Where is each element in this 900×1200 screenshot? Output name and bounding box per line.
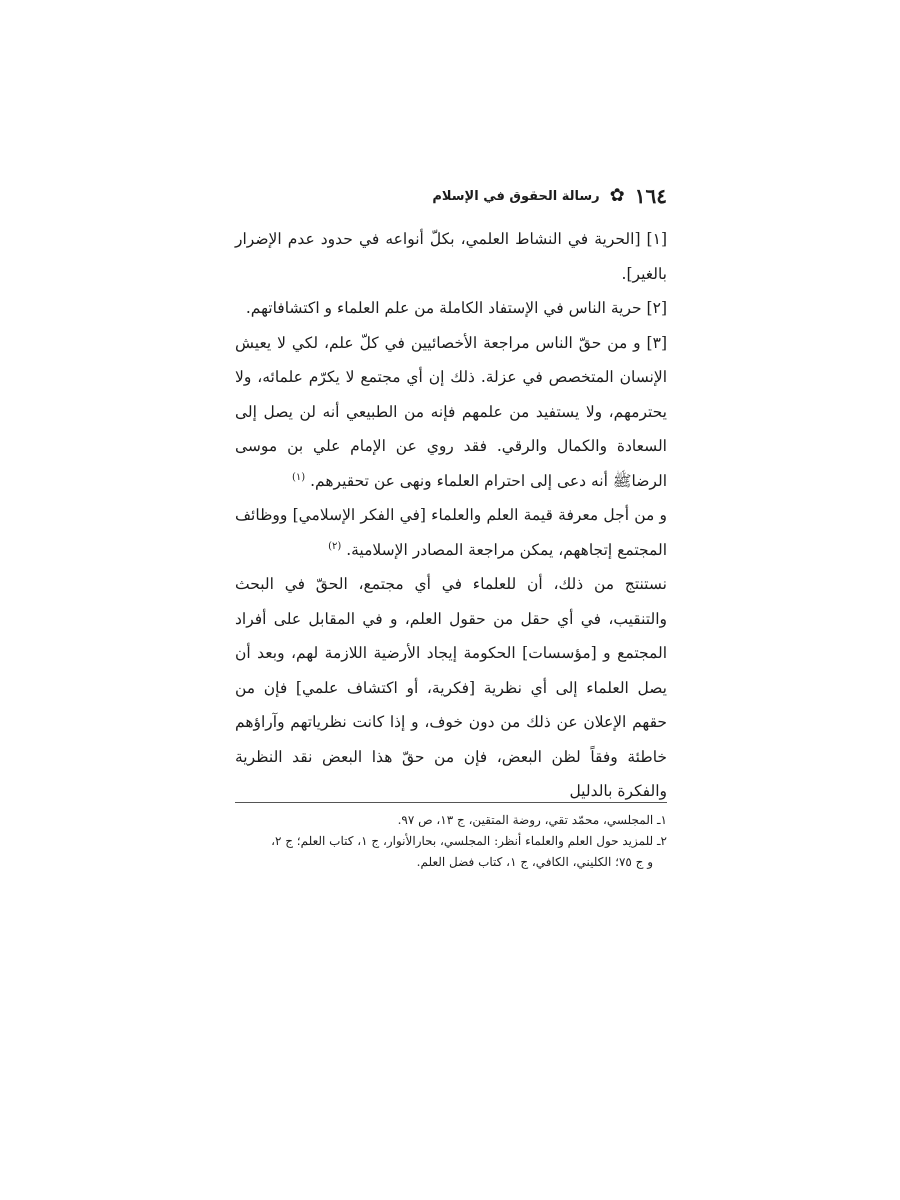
footnote-ref: (٢) <box>328 540 342 552</box>
page-header <box>235 180 667 212</box>
footnote-divider <box>235 802 667 803</box>
paragraph: و من أجل معرفة قيمة العلم والعلماء [في الفكر الإسلامي] ووظائف المجتمع إتجاههم، يمكن مراجعة المصادر الإسلامية. $^{(٢)}$ <box>235 506 667 559</box>
body-text <box>235 222 667 809</box>
footnotes <box>235 810 667 873</box>
footnote-continuation: و ج ٧٥؛ الكليني، الكافي، ج ١، كتاب فضل العلم. <box>416 855 653 869</box>
running-title: رسالة الحقوق في الإسلام <box>432 188 600 204</box>
paragraph: نستنتج من ذلك، أن للعلماء في أي مجتمع، الحقّ في البحث والتنقيب، في أي حقل من حقول العلم، و في المقابل على أفراد المجتمع و [مؤسسات] الحكومة إيجاد الأرضية اللازمة لهم، وبعد أن يصل العلماء إلى أي نظرية [فكرية، أو اكتشاف علمي] فإن من حقهم الإعلان عن ذلك من دون خوف، و إذا كانت نظرياتهم وآراؤهم خاطئة وفقاً لظن البعض، فإن من حقّ هذا البعض نقد النظرية والفكرة بالدليل <box>235 575 667 800</box>
paragraph: [٣] و من حقّ الناس مراجعة الأخصائيين في كلّ علم، لكي لا يعيش الإنسان المتخصص في عزلة. ذلك إن أي مجتمع لا يكرّم علمائه، ولا يحترمهم، ولا يستفيد من علمهم فإنه من الطبيعي أنه لن يصل إلى السعادة والكمال والرقي. فقد روي عن الإمام علي بن موسى الرضاﷺ أنه دعى إلى احترام العلماء ونهى عن تحقيرهم. $^{(١)}$ <box>235 333 667 490</box>
paragraph: [٢] حرية الناس في الإستفاد الكاملة من علم العلماء و اكتشافاتهم. <box>245 299 667 317</box>
footnote-ref: (١) <box>291 471 306 483</box>
flower-ornament-icon: ✿ <box>609 185 625 206</box>
paragraph: [١] [الحرية في النشاط العلمي، بكلّ أنواعه في حدود عدم الإضرار بالغير]. <box>235 230 667 283</box>
page-number: ١٦٤ <box>634 184 667 208</box>
footnote: ١ـ المجلسي، محمّد تقي، روضة المتقين، ج ١٣، ص ٩٧. <box>397 813 667 827</box>
footnote: ٢ـ للمزيد حول العلم والعلماء أنظر: المجلسي، بحارالأنوار، ج ١، كتاب العلم؛ ج ٢، <box>271 834 667 848</box>
